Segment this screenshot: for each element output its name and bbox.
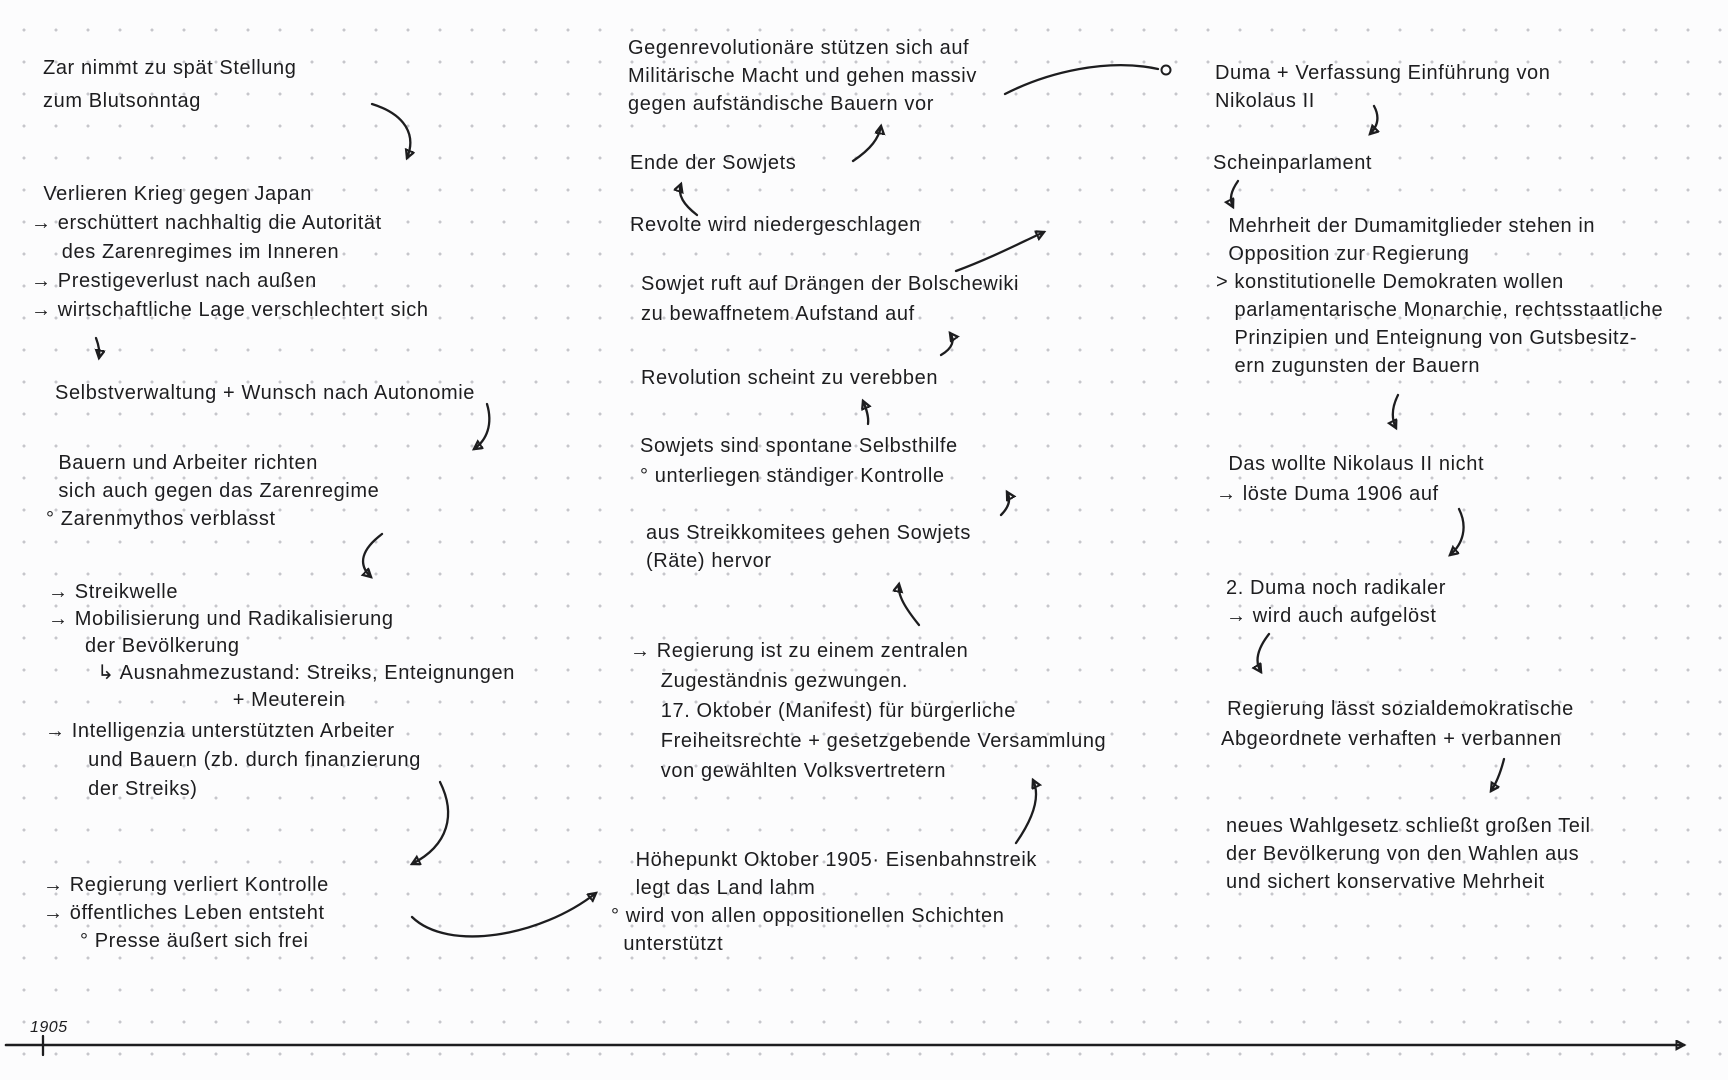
note-line: sich auch gegen das Zarenregime: [46, 480, 380, 502]
note-scheinparlament: [1213, 149, 1372, 177]
note-line: neues Wahlgesetz schließt großen Teil: [1226, 815, 1591, 837]
note-line: zum Blutsonntag: [43, 90, 201, 112]
note-gegenrevolution: [628, 34, 977, 118]
arrow-scheinparlament-to-opposition: [1231, 181, 1238, 207]
arrow-verhaftungen-to-wahlgesetz: [1491, 759, 1504, 791]
note-line: und sichert konservative Mehrheit: [1226, 871, 1545, 893]
note-line: Freiheitsrechte + gesetzgebende Versammlung: [630, 730, 1107, 752]
note-line: zu bewaffnetem Aufstand auf: [641, 303, 915, 325]
arrow-leben-to-hoehepunkt: [412, 893, 596, 936]
note-duma-verfassung: [1215, 59, 1551, 115]
note-line: aus Streikkomitees gehen Sowjets: [646, 522, 971, 544]
note-line: ° Zarenmythos verblasst: [46, 508, 276, 530]
note-sowjet-aufstand: [641, 269, 1019, 329]
note-line: Selbstverwaltung + Wunsch nach Autonomie: [55, 382, 475, 404]
note-line: ° unterliegen ständiger Kontrolle: [640, 465, 945, 487]
note-line: Duma + Verfassung Einführung von: [1215, 62, 1551, 84]
note-line: → Regierung ist zu einem zentralen: [630, 640, 969, 662]
arrow-manifest-to-streikkomitees: [899, 584, 919, 625]
note-zar-blutsonntag: [43, 52, 296, 118]
note-line: > konstitutionelle Demokraten wollen: [1216, 271, 1564, 293]
note-line: ° wird von allen oppositionellen Schichten: [611, 905, 1005, 927]
note-line: 17. Oktober (Manifest) für bürgerliche: [630, 700, 1016, 722]
arrow-hoehepunkt-to-manifest: [1016, 780, 1036, 843]
note-line: Nikolaus II: [1215, 90, 1315, 112]
note-line: → öffentliches Leben entsteht: [43, 902, 325, 924]
note-line: → Mobilisierung und Radikalisierung: [48, 608, 394, 630]
note-line: der Streiks): [45, 778, 198, 800]
arrow-selbstverwaltung-to-bauern: [474, 404, 489, 449]
note-line: → Prestigeverlust nach außen: [31, 270, 317, 292]
timeline-label: 1905: [30, 1019, 68, 1036]
note-line: → löste Duma 1906 auf: [1216, 483, 1439, 505]
note-line: Militärische Macht und gehen massiv: [628, 65, 977, 87]
note-line: Prinzipien und Enteignung von Gutsbesitz-: [1216, 327, 1638, 349]
note-oktobermanifest: [630, 636, 1106, 786]
note-line: ↳ Ausnahmezustand: Streiks, Enteignungen: [48, 662, 515, 684]
note-line: Das wollte Nikolaus II nicht: [1216, 453, 1485, 475]
arrow-zar-to-japan: [372, 104, 410, 158]
note-line: → Intelligenzia unterstützten Arbeiter: [45, 720, 395, 742]
note-line: Höhepunkt Oktober 1905· Eisenbahnstreik: [611, 849, 1038, 871]
note-line: + Meuterein: [48, 689, 346, 711]
note-line: legt das Land lahm: [611, 877, 816, 899]
arrow-bauern-to-streikwelle: [363, 534, 382, 577]
note-line: Mehrheit der Dumamitglieder stehen in: [1216, 215, 1596, 237]
arrow-lage-down: [96, 338, 99, 358]
note-line: Gegenrevolutionäre stützen sich auf: [628, 37, 970, 59]
note-line: Revolte wird niedergeschlagen: [630, 214, 921, 236]
note-regierung-kontrolle: [43, 871, 329, 955]
note-line: ° Presse äußert sich frei: [43, 930, 309, 952]
note-line: ern zugunsten der Bauern: [1216, 355, 1481, 377]
note-line: → Streikwelle: [48, 581, 179, 603]
note-line: von gewählten Volksvertretern: [630, 760, 947, 782]
arrow-ende-to-bauern-vor: [853, 126, 881, 161]
note-wahlgesetz: [1226, 812, 1591, 896]
note-line: Revolution scheint zu verebben: [641, 367, 939, 389]
arrow-verebben-to-aufstand: [941, 333, 953, 355]
arrow-selbsthilfe-to-verebben: [863, 401, 868, 424]
note-streikkomitees: [646, 519, 971, 575]
note-line: Verlieren Krieg gegen Japan: [31, 183, 312, 205]
note-hoehepunkt-eisenbahnstreik: [611, 846, 1037, 958]
note-line: → Regierung verliert Kontrolle: [43, 874, 329, 896]
note-line: → wird auch aufgelöst: [1226, 605, 1437, 627]
note-line: der Bevölkerung: [48, 635, 240, 657]
note-intelligenzia: [45, 717, 421, 804]
note-ende-sowjets: [630, 149, 796, 177]
note-krieg-japan: [31, 180, 429, 325]
note-line: Bauern und Arbeiter richten: [46, 452, 318, 474]
note-line: Sowjet ruft auf Drängen der Bolschewiki: [641, 273, 1020, 295]
note-streikwelle: [48, 579, 515, 714]
arrow-gegenrevolution-to-duma: [1005, 65, 1158, 94]
note-line: Zar nimmt zu spät Stellung: [43, 57, 297, 79]
note-line: und Bauern (zb. durch finanzierung: [45, 749, 421, 771]
arrow-aufloesung-to-zweite-duma: [1450, 509, 1464, 555]
note-line: 2. Duma noch radikaler: [1226, 577, 1446, 599]
note-zweite-duma: [1226, 574, 1446, 630]
note-line: der Bevölkerung von den Wahlen aus: [1226, 843, 1580, 865]
note-line: Zugeständnis gezwungen.: [630, 670, 909, 692]
note-verhaftungen: [1221, 694, 1574, 754]
note-bauern-arbeiter: [46, 449, 379, 533]
arrow-streikkomitees-to-selbsthilfe: [1001, 492, 1009, 515]
note-line: gegen aufständische Bauern vor: [628, 93, 934, 115]
note-line: (Räte) hervor: [646, 550, 772, 572]
note-line: → erschüttert nachhaltig die Autorität: [31, 212, 382, 234]
note-line: parlamentarische Monarchie, rechtsstaatliche: [1216, 299, 1664, 321]
note-line: → wirtschaftliche Lage verschlechtert sich: [31, 299, 429, 321]
arrow-loop-head: [1162, 66, 1171, 75]
note-line: Ende der Sowjets: [630, 152, 797, 174]
arrow-opposition-to-nikolaus: [1393, 395, 1398, 428]
note-line: Scheinparlament: [1213, 152, 1373, 174]
note-sowjets-selbsthilfe: [640, 431, 958, 491]
note-revolte: [630, 211, 921, 239]
note-nikolaus-aufloesung: [1216, 449, 1484, 509]
note-line: Sowjets sind spontane Selbsthilfe: [640, 435, 958, 457]
arrow-zweite-duma-to-verhaftungen: [1258, 634, 1269, 672]
arrow-aufstand-to-revolte: [956, 232, 1044, 271]
note-revolution-verebben: [641, 364, 938, 392]
note-line: des Zarenregimes im Inneren: [31, 241, 340, 263]
note-line: Abgeordnete verhaften + verbannen: [1221, 728, 1562, 750]
note-line: Regierung lässt sozialdemokratische: [1221, 698, 1574, 720]
note-selbstverwaltung: [55, 379, 475, 407]
note-line: Opposition zur Regierung: [1216, 243, 1470, 265]
note-duma-opposition: [1216, 212, 1663, 380]
note-line: unterstützt: [611, 933, 724, 955]
